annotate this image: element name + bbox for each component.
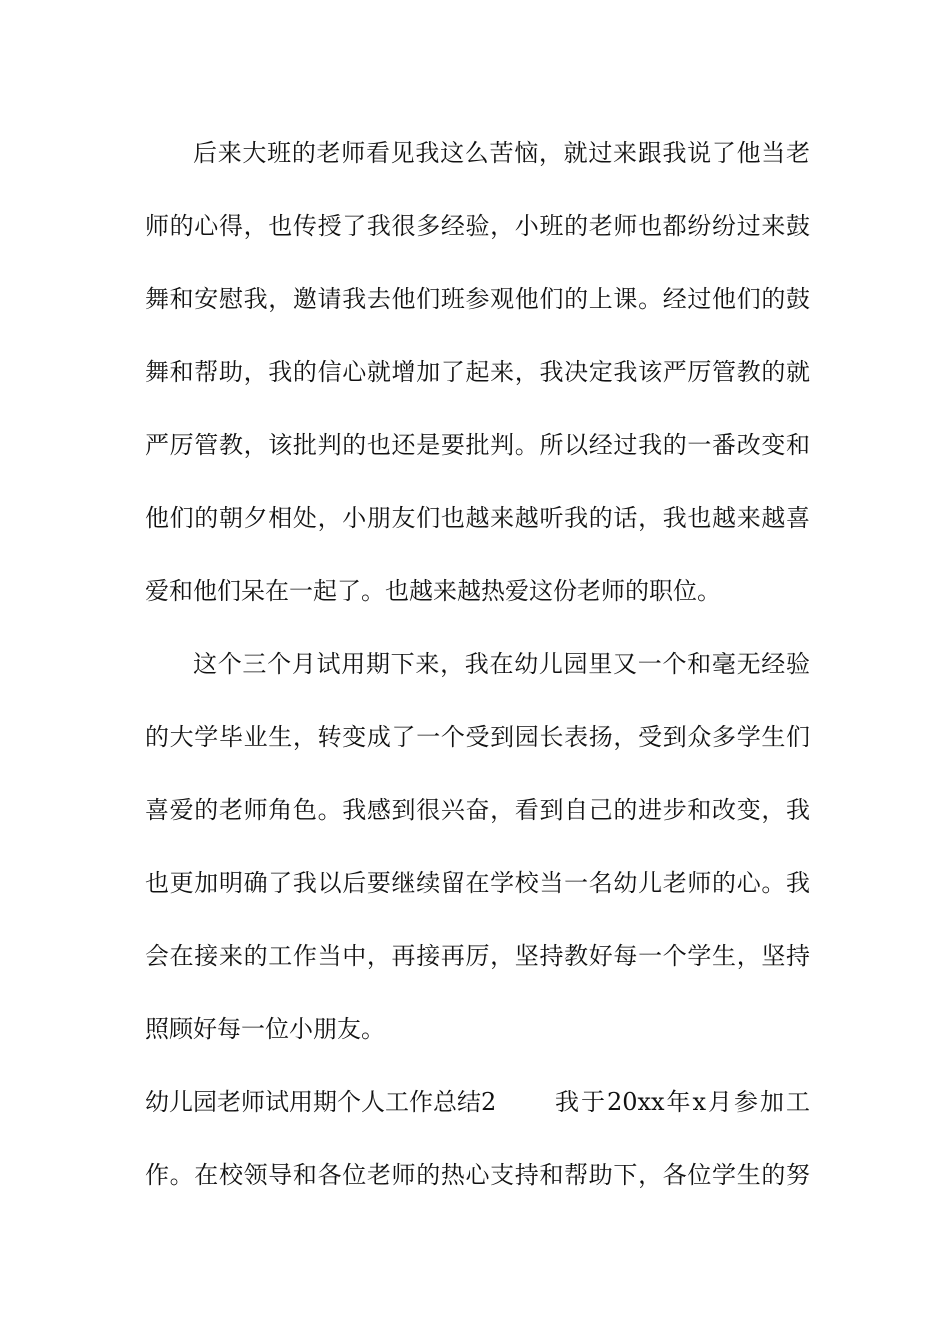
paragraph-line: 照顾好每一位小朋友。 (145, 1015, 385, 1043)
paragraph-line: 后来大班的老师看见我这么苦恼，就过来跟我说了他当老 (193, 139, 810, 167)
paragraph-line: 也更加明确了我以后要继续留在学校当一名幼儿老师的心。我 (145, 869, 810, 897)
paragraph-line: 喜爱的老师角色。我感到很兴奋，看到自己的进步和改变，我 (145, 796, 810, 824)
document-body (145, 130, 810, 1225)
paragraph-line: 这个三个月试用期下来，我在幼儿园里又一个和毫无经验 (193, 650, 810, 678)
paragraph-line: 爱和他们呆在一起了。也越来越热爱这份老师的职位。 (145, 577, 721, 605)
paragraph-line: 严厉管教，该批判的也还是要批判。所以经过我的一番改变和 (145, 431, 810, 459)
section-first-line-text: 我于20xx年x月参加工 (555, 1088, 810, 1116)
paragraph-line: 舞和帮助，我的信心就增加了起来，我决定我该严厉管教的就 (145, 358, 810, 386)
section-heading-line (145, 1079, 810, 1152)
paragraph-2 (145, 641, 810, 1079)
paragraph-line: 他们的朝夕相处，小朋友们也越来越听我的话，我也越来越喜 (145, 504, 810, 532)
paragraph-line: 舞和安慰我，邀请我去他们班参观他们的上课。经过他们的鼓 (145, 285, 810, 313)
paragraph-1 (145, 130, 810, 641)
paragraph-line: 会在接来的工作当中，再接再厉，坚持教好每一个学生，坚持 (145, 942, 810, 970)
paragraph-line: 作。在校领导和各位老师的热心支持和帮助下，各位学生的努 (145, 1161, 810, 1189)
paragraph-3 (145, 1152, 810, 1225)
paragraph-line: 的大学毕业生，转变成了一个受到园长表扬，受到众多学生们 (145, 723, 810, 751)
section-heading-title: 幼儿园老师试用期个人工作总结2 (145, 1088, 497, 1116)
paragraph-line: 师的心得，也传授了我很多经验，小班的老师也都纷纷过来鼓 (145, 212, 810, 240)
